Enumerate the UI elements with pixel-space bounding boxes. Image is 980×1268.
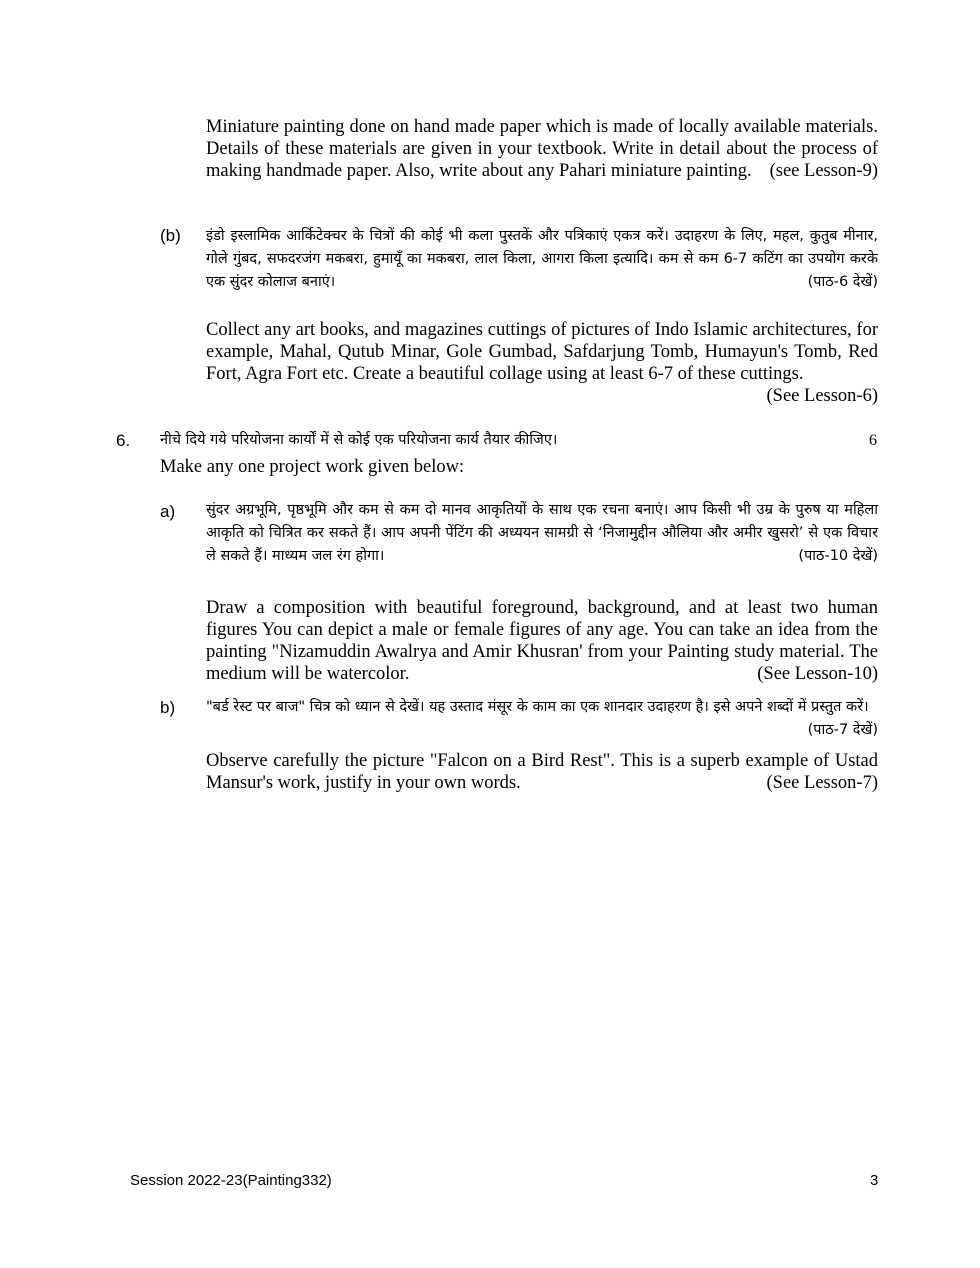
item-a-english-ref: (See Lesson-10) (757, 664, 878, 684)
item-a-hindi (206, 499, 878, 568)
item-b-english-text: Collect any art books, and magazines cuttings of pictures of Indo Islamic architectures, for example, Mahal, Qutub Minar, Gole Gumbad, Safdarjung Tomb, Humayun's Tomb, Red Fort, Agra Fort etc. Create a beautiful collage using at least 6-7 of these cuttings. (206, 320, 878, 384)
question-6-hindi-text: नीचे दिये गये परियोजना कार्यों में से कोई एक परियोजना कार्य तैयार कीजिए। (160, 432, 558, 448)
item-a-english-text: Draw a composition with beautiful foreground, background, and at least two human figures You can depict a male or female figures of any age. You can take an idea from the painting "Nizamuddin Awalrya and Amir Khusran' from your Painting study material. The medium will be watercolor. (206, 598, 878, 684)
item-b2-marker: b) (160, 698, 176, 717)
item-a-hindi-text: सुंदर अग्रभूमि, पृष्ठभूमि और कम से कम दो मानव आकृतियों के साथ एक रचना बनाएं। आप किसी भी उम्र के पुरुष या महिला आकृति को चित्रित कर सकते हैं। आप अपनी पेंटिंग की अध्ययन सामग्री से ‘निजामुद्दीन औलिया और अमीर खुसरो’ से एक विचार ले सकते हैं। माध्यम जल रंग होगा। (206, 502, 878, 564)
item-b2-hindi (206, 696, 878, 742)
question-6-marks: 6 (869, 432, 877, 449)
question-6-english (160, 456, 760, 478)
item-a-english (206, 597, 878, 685)
item-b2-english (206, 750, 878, 794)
footer-session: Session 2022-23(Painting332) (130, 1172, 332, 1189)
item-b-marker: (b) (160, 226, 181, 245)
item-b-english-ref: (See Lesson-6) (766, 386, 878, 406)
item-b-hindi-ref: (पाठ-6 देखें) (807, 274, 878, 290)
intro-paragraph (206, 116, 878, 182)
item-a-marker: a) (160, 502, 176, 521)
item-a-hindi-ref: (पाठ-10 देखें) (798, 548, 878, 564)
intro-text: Miniature painting done on hand made paper which is made of locally available materials. Details of these materials are given in your textbook. Write in detail about the process of making handmade paper. Also, write about any Pahari miniature painting. (206, 117, 878, 181)
item-b2-hindi-text: "बर्ड रेस्ट पर बाज" चित्र को ध्यान से देखें। यह उस्ताद मंसूर के काम का एक शानदार उदाहरण है। इसे अपने शब्दों में प्रस्तुत करें। (206, 699, 869, 715)
item-b2-hindi-ref: (पाठ-7 देखें) (807, 722, 878, 738)
item-b-hindi-text: इंडो इस्लामिक आर्किटेक्चर के चित्रों की कोई भी कला पुस्तकें और पत्रिकाएं एकत्र करें। उदाहरण के लिए, महल, कुतुब मीनार, गोले गुंबद, सफदरजंग मकबरा, हुमायूँ का मकबरा, लाल किला, आगरा किला इत्यादि। कम से कम 6-7 कटिंग का उपयोग करके एक सुंदर कोलाज बनाएं। (206, 228, 878, 290)
item-b2-english-ref: (See Lesson-7) (766, 773, 878, 793)
item-b-english (206, 319, 878, 407)
intro-lesson-ref: (see Lesson-9) (769, 161, 878, 181)
question-6-english-text: Make any one project work given below: (160, 457, 465, 477)
item-b2-english-text: Observe carefully the picture "Falcon on a Bird Rest". This is a superb example of Ustad Mansur's work, justify in your own words. (206, 751, 878, 793)
question-6-hindi (160, 429, 760, 452)
item-b-hindi (206, 225, 878, 294)
question-6-number: 6. (116, 431, 131, 450)
footer-page-number: 3 (870, 1172, 879, 1189)
